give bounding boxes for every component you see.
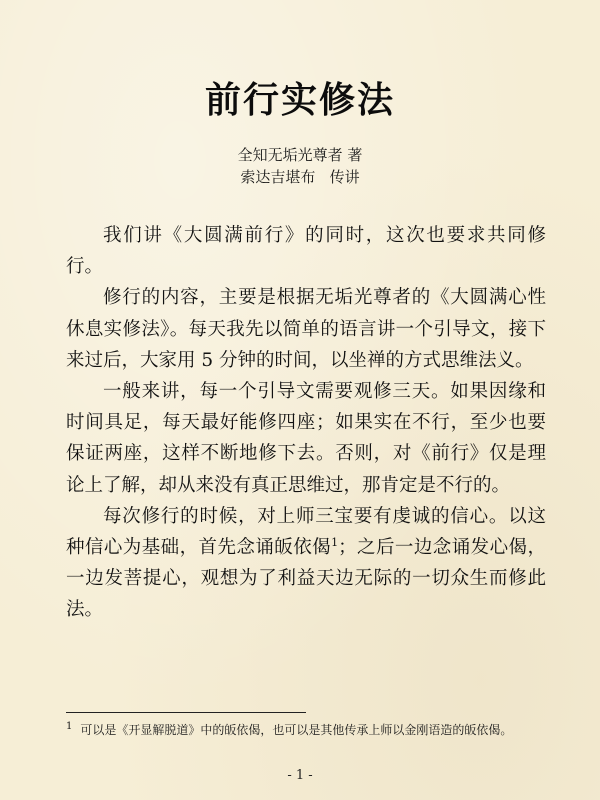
body-text xyxy=(66,220,546,626)
footnote-reference[interactable]: 1 xyxy=(331,535,339,549)
byline-author: 全知无垢光尊者 著 xyxy=(237,146,363,164)
page-number: - 1 - xyxy=(287,768,313,783)
document-title: 前行实修法 xyxy=(204,80,395,121)
paragraph-4-part-1: 每次修行的时候，对上师三宝要有虔诚的信心。以这种信心为基础，首先念诵皈依偈 xyxy=(66,505,546,559)
paragraph-2: 修行的内容，主要是根据无垢光尊者的《大圆满心性休息实修法》。每天我先以简单的语言讲一个引导文，接下来过后，大家用 5 分钟的时间，以坐禅的方式思维法义。 xyxy=(66,287,546,371)
footnote-text: 可以是《开显解脱道》中的皈依偈，也可以是其他传承上师以金刚语造的皈依偈。 xyxy=(80,723,513,737)
paragraph-3: 一般来讲，每一个引导文需要观修三天。如果因缘和时间具足，每天最好能修四座；如果实在不行，至少也要保证两座，这样不断地修下去。否则，对《前行》仅是理论上了解，却从来没有真正思维过，那肯定是不行的。 xyxy=(66,381,546,496)
paragraph-4 xyxy=(66,501,546,626)
paragraph-1: 我们讲《大圆满前行》的同时，这次也要求共同修行。 xyxy=(66,225,546,278)
footnote-divider xyxy=(66,712,306,713)
paragraph-4-part-2: ；之后一边念诵发心偈，一边发菩提心，观想为了利益天边无际的一切众生而修此法。 xyxy=(66,537,546,621)
byline-translator: 索达吉堪布 传讲 xyxy=(240,168,360,186)
footnote-number: 1 xyxy=(66,721,73,732)
footnote xyxy=(66,720,546,740)
